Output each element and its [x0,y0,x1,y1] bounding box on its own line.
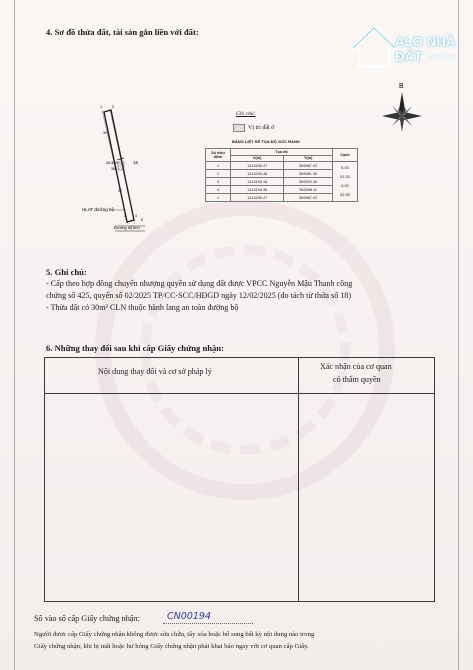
map-label-road: Đường đỗ tỉnh [114,225,140,230]
map-label-hlat: HLAT đường bộ [82,207,115,212]
section-4-title: 4. Sơ đồ thửa đất, tài sản gắn liền với đất: [46,27,199,37]
coords-cell: 563098.11 [284,186,333,194]
coords-header-edge: Cạnh [333,149,358,162]
coords-cell: 1 [206,162,231,170]
section-5-title: 5. Ghi chú: [46,267,87,277]
coords-header-id: Số hiệu điểm [206,149,231,162]
changes-col2-header-line1: Xác nhận của cơ quan [320,362,392,371]
register-number-handwritten: CN00194 [167,611,211,622]
coords-cell: 1313243.48 [231,170,284,178]
coords-cell: 563087.02 [284,194,333,202]
map-label-5: 5 [141,218,143,222]
parcel-map-diagram [80,100,200,240]
map-label-361: 361 [111,167,117,171]
coords-cell: 1313193.16 [231,178,284,186]
coords-cell: 563081.36 [284,170,333,178]
map-label-4: 4 [135,214,137,218]
edge-value: 6.00 [341,165,349,170]
coords-table [205,148,358,202]
legend-title: Ghi chú: [236,111,256,117]
table-row [206,162,358,170]
map-label-2: 2 [112,104,115,109]
logo-domain-text: .com.vn [427,52,456,61]
changes-col2-header-line2: có thẩm quyền [333,375,381,384]
map-label-36: 36 [106,160,111,165]
coords-cell: 563087.02 [284,162,333,170]
coords-cell: 3 [206,178,231,186]
coords-header-y: Y(m) [284,155,333,162]
coords-cell: 1 [206,194,231,202]
coords-cell: 2 [206,170,231,178]
note-line-2: chứng số 425, quyển số 02/2025 TP/CC-SCC/HĐGD ngày 12/02/2025 (do tách từ thửa số 18) [46,291,352,300]
coords-cell: 563092.45 [284,178,333,186]
coords-cell: 4 [206,186,231,194]
map-label-30: 30 [103,131,107,135]
house-logo-icon [349,22,399,70]
footer-note-line-2: Giấy chứng nhận; khi bị mất hoặc hư hỏng Giấy chứng nhận phải khai báo ngay với cơ quan cấp Giấy. [34,643,309,650]
note-line-1: - Cấp theo hợp đồng chuyển nhượng quyền sử dụng đất được VPCC Nguyễn Mậu Thanh công [46,279,353,288]
compass-label: B [399,83,404,90]
map-label-3: 3 [124,214,126,218]
section-6-title: 6. Những thay đổi sau khi cấp Giấy chứng nhận: [46,343,224,353]
map-label-37: 37 [118,189,122,193]
coords-header-x: X(m) [231,155,284,162]
edge-value: 6.00 [341,183,349,188]
logo-brand-text: ALO NHÀ ĐẤT [395,34,456,64]
map-label-389: 389 [111,160,118,165]
register-label: Số vào sổ cấp Giấy chứng nhận: [34,614,140,623]
coords-table-caption: BẢNG LIỆT KÊ TỌA ĐỘ GÓC RANH [232,139,300,144]
edge-value: 52.35 [340,192,350,197]
legend-hatch-icon [233,124,245,132]
coords-cell: 1313245.47 [231,194,284,202]
map-label-16: 16 [133,160,139,165]
coords-cell: 1313245.47 [231,162,284,170]
register-dotted-line [163,623,253,624]
coords-cell: 1313194.36 [231,186,284,194]
coords-edges-cell [333,162,358,202]
map-label-1: 1 [100,104,103,109]
footer-note-line-1: Người được cấp Giấy chứng nhận không được sửa chữa, tẩy xóa hoặc bổ sung bất kỳ nội dung nào trong [34,631,315,638]
coords-header-coord: Tọa độ [231,149,333,156]
alonhadat-logo [347,22,467,70]
legend-item-label: Vị trí đất ở [248,125,275,131]
edge-value: 51.53 [340,174,350,179]
note-line-3: - Thửa đất có 30m² CLN thuộc hành lang an toàn đường bộ [46,303,239,312]
changes-table-header-line [44,393,434,394]
right-border-line [458,0,459,670]
changes-col1-header: Nội dung thay đổi và cơ sở pháp lý [98,367,212,376]
north-compass-icon [382,80,422,136]
left-border-line [14,0,15,670]
